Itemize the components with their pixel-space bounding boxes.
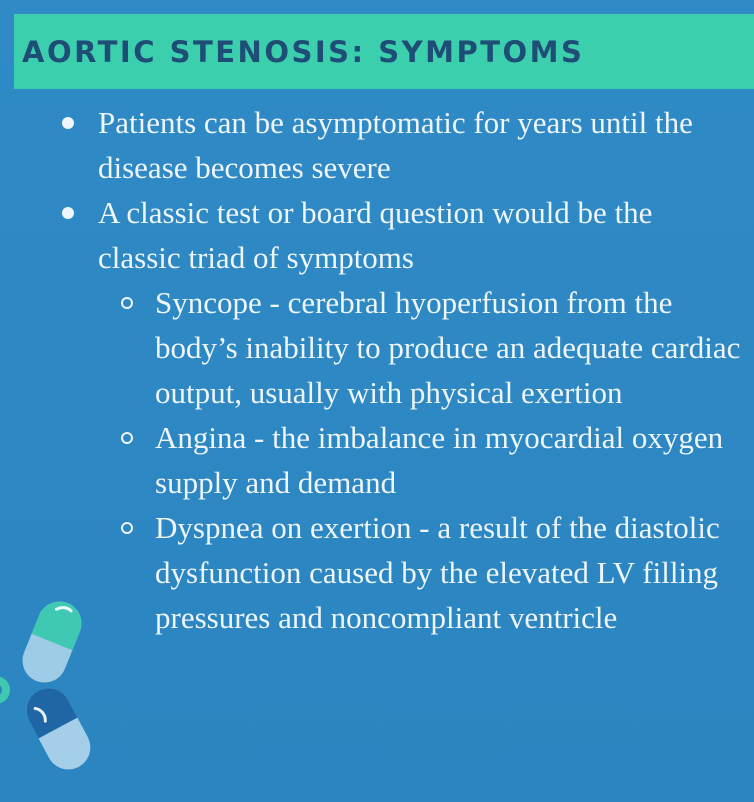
pill-capsule-icon — [19, 681, 98, 778]
page-title: AORTIC STENOSIS: SYMPTOMS — [22, 34, 585, 69]
bullet-list — [0, 100, 754, 640]
sub-list-item-text: Angina - the imbalance in myocardial oxygen supply and demand — [155, 420, 724, 500]
bullet-circle-icon — [121, 297, 133, 309]
sub-list-item — [155, 280, 747, 415]
list-item — [98, 100, 738, 190]
list-item-text: Patients can be asymptomatic for years until the disease becomes severe — [98, 105, 693, 185]
sub-list-item — [155, 415, 747, 505]
sub-list-item-text: Dyspnea on exertion - a result of the diastolic dysfunction caused by the elevated LV filling pressures and noncompliant ventricle — [155, 510, 720, 635]
bullet-circle-icon — [121, 432, 133, 444]
title-banner — [14, 14, 754, 89]
sub-list-item — [155, 505, 747, 640]
list-item — [98, 190, 738, 280]
bullet-dot-icon — [62, 117, 74, 129]
sub-list-item-text: Syncope - cerebral hyoperfusion from the body’s inability to produce an adequate cardiac output, usually with physical exertion — [155, 285, 741, 410]
circle-accent-icon — [0, 676, 10, 704]
bullet-circle-icon — [121, 522, 133, 534]
bullet-dot-icon — [62, 207, 74, 219]
list-item-text: A classic test or board question would be the classic triad of symptoms — [98, 195, 653, 275]
